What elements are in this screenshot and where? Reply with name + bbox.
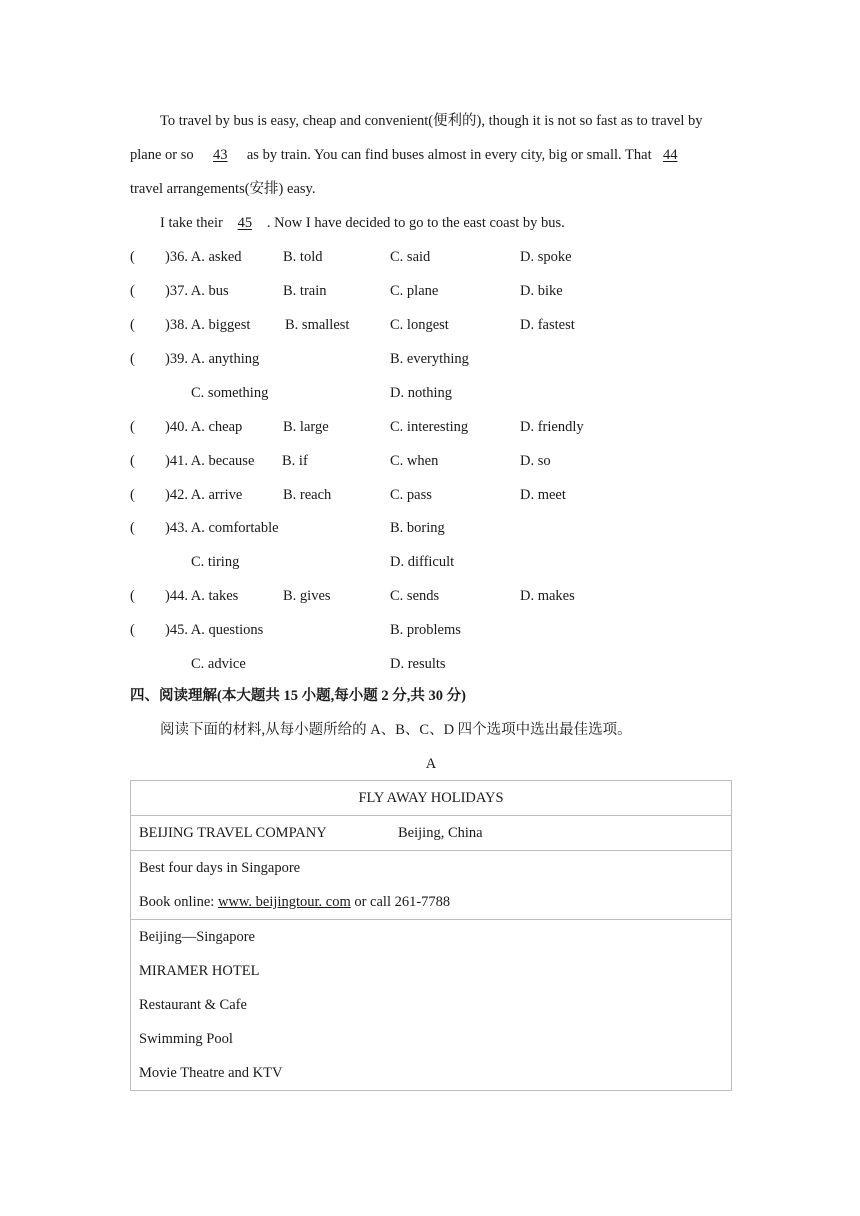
option-b: B. train xyxy=(283,283,327,299)
option-a: )41. A. because xyxy=(165,453,255,469)
section-instruction: 阅读下面的材料,从每小题所给的 A、B、C、D 四个选项中选出最佳选项。 xyxy=(160,722,632,738)
answer-paren: ( xyxy=(130,351,135,367)
option-c: C. longest xyxy=(390,317,449,333)
passage-label: A xyxy=(425,756,437,772)
option-a: )36. A. asked xyxy=(165,249,242,265)
passage-line-1 xyxy=(160,111,702,131)
option-c: C. advice xyxy=(191,656,246,672)
ad-amenity-theatre: Movie Theatre and KTV xyxy=(139,1065,283,1081)
answer-paren: ( xyxy=(130,588,135,604)
option-a: )39. A. anything xyxy=(165,351,260,367)
ad-website-link[interactable]: www. beijingtour. com xyxy=(217,894,351,910)
option-b: B. smallest xyxy=(285,317,350,333)
ad-location: Beijing, China xyxy=(398,825,483,841)
answer-paren: ( xyxy=(130,520,135,536)
question-45 xyxy=(130,620,732,640)
option-b: B. reach xyxy=(283,487,332,503)
option-d: D. bike xyxy=(520,283,563,299)
ad-header-cell xyxy=(131,781,731,816)
answer-paren: ( xyxy=(130,487,135,503)
option-a: )37. A. bus xyxy=(165,283,229,299)
option-b: B. boring xyxy=(390,520,445,536)
passage-text: travel arrangements(安排) easy. xyxy=(130,181,316,197)
option-c: C. when xyxy=(390,453,439,469)
option-a: )40. A. cheap xyxy=(165,419,243,435)
option-d: D. fastest xyxy=(520,317,575,333)
ad-booking-row xyxy=(139,885,723,919)
option-c: C. something xyxy=(191,385,269,401)
ad-company-row xyxy=(139,816,723,850)
passage-text: . Now I have decided to go to the east coast by bus. xyxy=(266,215,565,231)
question-39 xyxy=(130,349,732,369)
question-38 xyxy=(130,315,732,335)
ad-amenity-pool: Swimming Pool xyxy=(139,1031,233,1047)
ad-offer: Best four days in Singapore xyxy=(139,860,301,876)
ad-offer-cell xyxy=(131,851,731,920)
question-43 xyxy=(130,518,732,538)
answer-paren: ( xyxy=(130,453,135,469)
blank-43: 43 xyxy=(213,147,228,163)
option-b: B. problems xyxy=(390,622,461,638)
passage-line-4 xyxy=(160,213,565,233)
option-d: D. difficult xyxy=(390,554,455,570)
question-45-cont xyxy=(130,654,732,674)
question-41 xyxy=(130,451,732,471)
option-a: )38. A. biggest xyxy=(165,317,251,333)
option-d: D. makes xyxy=(520,588,575,604)
blank-44: 44 xyxy=(662,147,678,163)
option-c: C. said xyxy=(390,249,431,265)
passage-text: To travel by bus is easy, cheap and convenient(便利的), though it is not so fast as to travel by xyxy=(160,113,703,129)
passage-text: as by train. You can find buses almost in every city, big or small. That xyxy=(243,147,656,163)
option-b: B. if xyxy=(282,453,308,469)
question-42 xyxy=(130,485,732,505)
ad-company-cell xyxy=(131,816,731,851)
question-44 xyxy=(130,586,732,606)
option-c: C. tiring xyxy=(191,554,240,570)
option-d: D. nothing xyxy=(390,385,453,401)
option-c: C. interesting xyxy=(390,419,469,435)
option-b: B. large xyxy=(283,419,329,435)
ad-hotel: MIRAMER HOTEL xyxy=(139,963,260,979)
option-a: )42. A. arrive xyxy=(165,487,243,503)
option-d: D. so xyxy=(520,453,551,469)
option-c: C. plane xyxy=(390,283,439,299)
answer-paren: ( xyxy=(130,317,135,333)
advertisement-table xyxy=(130,780,732,1091)
answer-paren: ( xyxy=(130,283,135,299)
question-39-cont xyxy=(130,383,732,403)
ad-amenity-restaurant: Restaurant & Cafe xyxy=(139,997,247,1013)
ad-company: BEIJING TRAVEL COMPANY xyxy=(139,825,327,841)
question-37 xyxy=(130,281,732,301)
option-c: C. pass xyxy=(390,487,432,503)
answer-paren: ( xyxy=(130,249,135,265)
option-d: D. meet xyxy=(520,487,566,503)
ad-book-prefix: Book online: xyxy=(139,894,218,910)
passage-text: plane or so xyxy=(130,147,198,163)
ad-details-cell xyxy=(131,920,731,1090)
question-36 xyxy=(130,247,732,267)
question-40 xyxy=(130,417,732,437)
answer-paren: ( xyxy=(130,622,135,638)
passage-line-3 xyxy=(130,179,315,199)
blank-45: 45 xyxy=(237,215,253,231)
option-d: D. results xyxy=(390,656,446,672)
option-b: B. everything xyxy=(390,351,469,367)
section-title: 四、阅读理解(本大题共 15 小题,每小题 2 分,共 30 分) xyxy=(130,688,466,704)
option-b: B. gives xyxy=(283,588,331,604)
passage-text: I take their xyxy=(160,215,223,231)
question-43-cont xyxy=(130,552,732,572)
option-d: D. spoke xyxy=(520,249,572,265)
ad-title: FLY AWAY HOLIDAYS xyxy=(358,790,504,806)
ad-book-suffix: or call 261-7788 xyxy=(350,894,451,910)
option-b: B. told xyxy=(283,249,323,265)
ad-route: Beijing—Singapore xyxy=(139,929,255,945)
option-a: )44. A. takes xyxy=(165,588,239,604)
answer-paren: ( xyxy=(130,419,135,435)
option-a: )43. A. comfortable xyxy=(165,520,279,536)
passage-line-2 xyxy=(130,145,685,165)
option-c: C. sends xyxy=(390,588,440,604)
option-d: D. friendly xyxy=(520,419,584,435)
option-a: )45. A. questions xyxy=(165,622,264,638)
